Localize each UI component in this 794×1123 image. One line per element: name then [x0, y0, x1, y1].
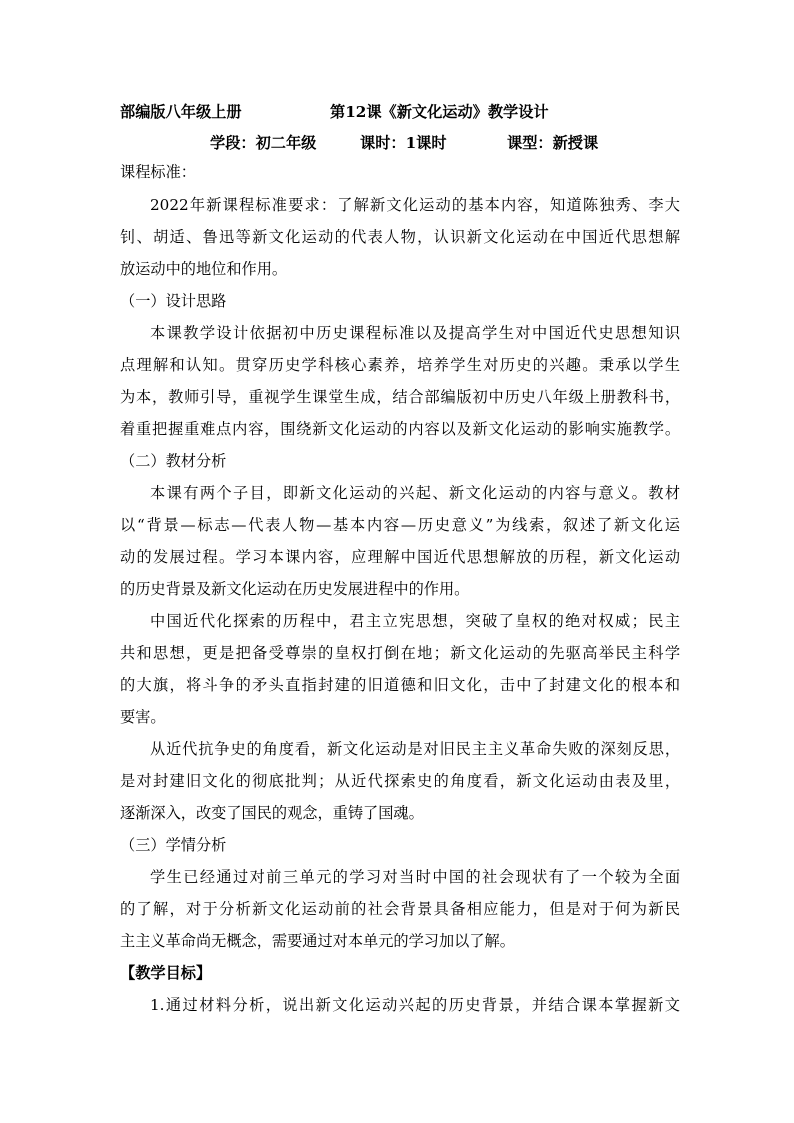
hours-label: 课时：1课时: [360, 134, 447, 152]
textbook-line: 中国近代化探索的历程中，君主立宪思想，突破了皇权的绝对权威；民主: [150, 612, 680, 630]
goals-heading: 【教学目标】: [120, 964, 212, 982]
lesson-title: 第12课《新文化运动》教学设计: [330, 103, 549, 121]
textbook-heading: （二）教材分析: [120, 452, 227, 470]
textbook-line: 的历史背景及新文化运动在历史发展进程中的作用。: [120, 580, 470, 598]
student-heading: （三）学情分析: [120, 836, 227, 854]
standard-line: 钊、胡适、鲁迅等新文化运动的代表人物，认识新文化运动在中国近代思想解: [120, 228, 680, 246]
design-line: 为本，教师引导，重视学生课堂生成，结合部编版初中历史八年级上册教科书，: [120, 388, 680, 406]
design-line: 着重把握重难点内容，围绕新文化运动的内容以及新文化运动的影响实施教学。: [120, 420, 680, 438]
grade-label: 部编版八年级上册: [120, 103, 242, 121]
standard-heading: 课程标准：: [120, 163, 196, 181]
goals-line: 1.通过材料分析，说出新文化运动兴起的历史背景，并结合课本掌握新文: [150, 996, 680, 1014]
textbook-line: 动的发展过程。学习本课内容，应理解中国近代思想解放的历程，新文化运动: [120, 548, 680, 566]
textbook-line: 逐渐深入，改变了国民的观念，重铸了国魂。: [120, 804, 424, 822]
standard-line: 放运动中的地位和作用。: [120, 260, 288, 278]
textbook-line: 的大旗，将斗争的矛头直指封建的旧道德和旧文化，击中了封建文化的根本和: [120, 676, 680, 694]
textbook-line: 是对封建旧文化的彻底批判；从近代探索史的角度看，新文化运动由表及里，: [120, 772, 680, 790]
textbook-line: 从近代抗争史的角度看，新文化运动是对旧民主主义革命失败的深刻反思，: [150, 740, 680, 758]
design-line: 点理解和认知。贯穿历史学科核心素养，培养学生对历史的兴趣。秉承以学生: [120, 356, 680, 374]
student-line: 主主义革命尚无概念，需要通过对本单元的学习加以了解。: [120, 932, 515, 950]
standard-line: 2022年新课程标准要求：了解新文化运动的基本内容，知道陈独秀、李大: [150, 196, 680, 214]
textbook-line: 本课有两个子目，即新文化运动的兴起、新文化运动的内容与意义。教材: [150, 484, 680, 502]
stage-label: 学段：初二年级: [210, 134, 317, 152]
textbook-line: 以“背景—标志—代表人物—基本内容—历史意义”为线索，叙述了新文化运: [120, 516, 680, 534]
textbook-line: 共和思想，更是把备受尊崇的皇权打倒在地；新文化运动的先驱高举民主科学: [120, 644, 680, 662]
design-heading: （一）设计思路: [120, 292, 227, 310]
textbook-line: 要害。: [120, 708, 166, 726]
student-line: 的了解，对于分析新文化运动前的社会背景具备相应能力，但是对于何为新民: [120, 900, 680, 918]
student-line: 学生已经通过对前三单元的学习对当时中国的社会现状有了一个较为全面: [150, 868, 680, 886]
design-line: 本课教学设计依据初中历史课程标准以及提高学生对中国近代史思想知识: [150, 324, 680, 342]
type-label: 课型：新授课: [507, 134, 599, 152]
